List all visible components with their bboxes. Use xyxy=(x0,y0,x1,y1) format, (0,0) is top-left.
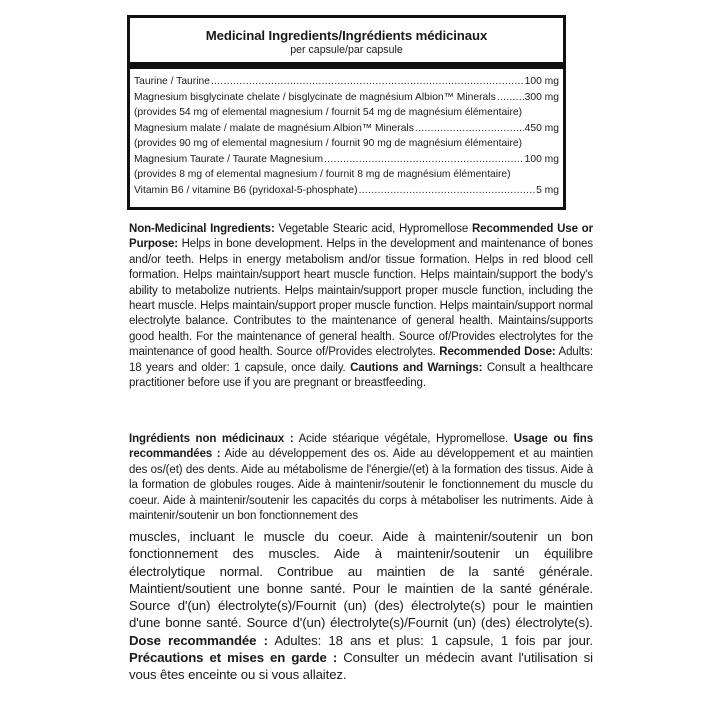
nmi-label-fr: Ingrédients non médicinaux : xyxy=(129,433,294,445)
ingredient-name: Magnesium malate / malate de magnésium Albion™ Minerals xyxy=(134,122,414,134)
dot-leader xyxy=(497,90,524,106)
dose-label-en: Recommended Dose: xyxy=(439,346,556,359)
ingredient-list xyxy=(130,69,563,198)
dot-leader xyxy=(211,74,524,90)
ingredient-note: (provides 54 mg of elemental magnesium / fournit 54 mg de magnésium élémentaire) xyxy=(134,107,523,118)
dot-leader xyxy=(359,183,536,199)
ingredient-note: (provides 8 mg of elemental magnesium / fournit 8 mg de magnésium élémentaire) xyxy=(134,169,511,180)
panel-title: Medicinal Ingredients/Ingrédients médicinaux xyxy=(205,28,488,43)
ingredient-name: Magnesium bisglycinate chelate / bisglycinate de magnésium Albion™ Minerals xyxy=(134,91,496,103)
ingredient-amount: 450 mg xyxy=(524,122,559,134)
caution-label-fr: Précautions et mises en garde : xyxy=(129,650,338,666)
dot-leader xyxy=(415,121,524,137)
english-label-text xyxy=(129,222,593,391)
ingredient-note: (provides 90 mg of elemental magnesium / fournit 90 mg de magnésium élémentaire) xyxy=(134,138,523,149)
ingredient-row xyxy=(134,74,559,90)
ingredient-row xyxy=(134,121,559,137)
dose-text-fr: Adultes: 18 ans et plus: 1 capsule, 1 fois par jour. xyxy=(267,632,593,648)
nmi-text-en: Vegetable Stearic acid, Hypromellose xyxy=(274,223,472,235)
ingredient-row xyxy=(134,152,559,168)
dose-text-en: Adults: 18 years and older: 1 capsule, once daily. xyxy=(129,346,593,374)
dose-label-fr: Dose recommandée : xyxy=(129,632,268,648)
use-text-en: Helps in bone development. Helps in the development and maintenance of bones and/or teeth. Helps in energy metabolism and/or tissue formation. Helps in red blood cell formation. Helps maintain/support heart muscle function. Helps maintain/support the body's ability to metabolize nutrients. Helps maintain/support proper muscle function, including the heart muscle. Helps maintain/support proper muscle function. Helps maintain/support normal electrolyte balance. Contributes to the maintenance of general health. Maintains/supports good health. For the maintenance of general health. Source of/Provides electrolytes for the maintenance of good health. Source of/Provides electrolytes. xyxy=(129,238,593,359)
use-text-fr-1: Aide au développement des os. Aide au développement et au maintien des os/(et) des dents. Aide au métabolisme de l'énergie/(et) à la formation des tissus. Aide à la formation de globules rouges. Aide à maintenir/soutenir le fonctionnement du muscle du coeur. Aide à maintenir/soutenir les capacités du corps à métaboliser les nutriments. Aide à maintenir/soutenir un bon fonctionnement des xyxy=(129,448,593,523)
panel-subtitle: per capsule/par capsule xyxy=(290,44,403,56)
ingredient-name: Taurine / Taurine xyxy=(134,76,210,87)
french-label-text-part1 xyxy=(129,432,593,524)
dot-leader xyxy=(324,152,524,168)
use-label-fr: Usage ou fins recommandées : xyxy=(129,433,593,461)
ingredient-amount: 300 mg xyxy=(524,91,559,103)
ingredient-name: Magnesium Taurate / Taurate Magnesium xyxy=(134,153,324,165)
ingredient-row xyxy=(134,183,559,199)
nmi-text-fr: Acide stéarique végétale, Hypromellose. xyxy=(293,433,514,445)
use-label-en: Recommended Use or Purpose: xyxy=(129,223,593,251)
nmi-label-en: Non-Medicinal Ingredients: xyxy=(129,223,275,235)
ingredient-amount: 5 mg xyxy=(536,184,559,196)
ingredient-row xyxy=(134,90,559,106)
use-text-fr-2: muscles, incluant le muscle du coeur. Aide à maintenir/soutenir un bon fonctionnement des muscles. Aide à maintenir/soutenir un équilibre électrolytique normal. Contribue au maintien de la santé générale. Maintient/soutient une bonne santé. Pour le maintien de la santé générale. Source d'(un) électrolyte(s)/Fournit (un) (des) électrolyte(s) pour le maintien d'une bonne santé. Source d'(un) électrolyte(s)/Fournit (un) (des) électrolyte(s). xyxy=(129,529,593,631)
french-label-text-part2 xyxy=(129,528,593,684)
medicinal-ingredients-panel xyxy=(127,15,566,210)
ingredient-name: Vitamin B6 / vitamine B6 (pyridoxal-5-phosphate) xyxy=(134,184,358,196)
caution-label-en: Cautions and Warnings: xyxy=(350,361,483,374)
caution-text-fr: Consulter un médecin avant l'utilisation si vous êtes enceinte ou si vous allaitez. xyxy=(129,650,593,683)
caution-text-en: Consult a healthcare practitioner before use if you are pregnant or breastfeeding. xyxy=(129,361,594,390)
panel-divider xyxy=(130,62,563,69)
ingredient-amount: 100 mg xyxy=(524,153,559,165)
ingredient-amount: 100 mg xyxy=(524,76,559,87)
